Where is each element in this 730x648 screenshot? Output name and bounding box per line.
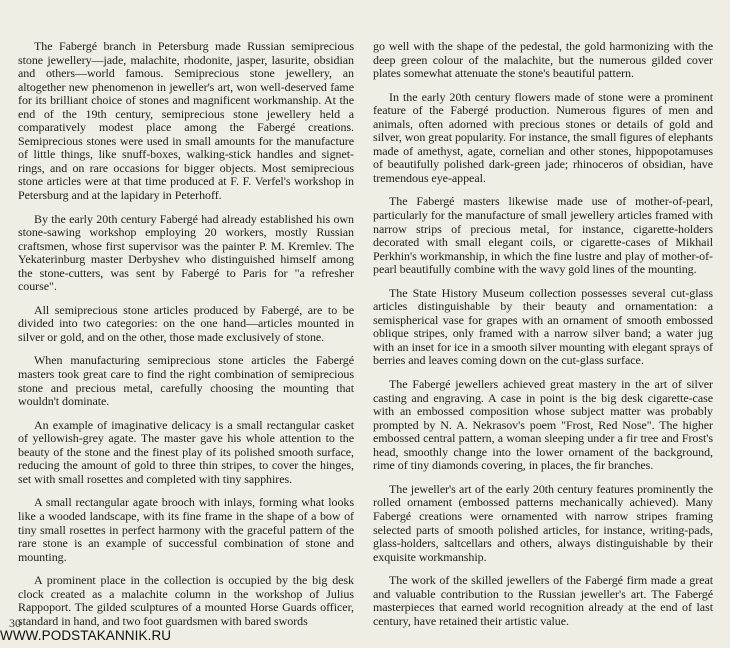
paragraph-continued: go well with the shape of the pedestal, the gold harmonizing with the deep green colour of the malachite, but the numerous gilded cover plates somewhat attenuate the stone's beautiful pattern. bbox=[373, 39, 713, 81]
paragraph: A prominent place in the collection is occupied by the big desk clock created as a malachite column in the workshop of Julius Rappoport. The gilded sculptures of a mounted Horse Guards officer, standard in hand, and two foot guardsmen with bared swords bbox=[18, 573, 354, 628]
paragraph: The Fabergé jewellers achieved great mastery in the art of silver casting and engraving. A case in point is the big desk cigarette-case with an embossed composition whose subject matter was probably prompted by N. A. Nekrasov's poem "Frost, Red Nose". The higher embossed central pattern, a woman sleeping under a fir tree and Frost's head, smoothly change into the lower ornament of the background, rime of tiny diamonds covering, in places, the fir branches. bbox=[373, 377, 713, 473]
paragraph: A small rectangular agate brooch with inlays, forming what looks like a wooded landscape, with its fine frame in the shape of a bow of tiny small rosettes in perfect harmony with the graceful pattern of the rare stone is an example of successful combination of stone and mounting. bbox=[18, 495, 354, 564]
paragraph: An example of imaginative delicacy is a small rectangular casket of yellowish-grey agate. The master gave his whole attention to the beauty of the stone and the finest play of its polished smooth surface, reducing the amount of gold to three thin stripes, to cover the hinges, set with small rosettes and completed with tiny sapphires. bbox=[18, 417, 354, 486]
paragraph: The jeweller's art of the early 20th century features prominently the rolled ornament (embossed patterns mechanically achieved). Many Fabergé creations were ornamented with narrow stripes framing selected parts of smooth polished articles, for instance, writing-pads, glass-holders, saltcellars and others, always distinguishable by their exquisite workmanship. bbox=[373, 481, 713, 564]
paragraph: All semiprecious stone articles produced by Fabergé, are to be divided into two categories: on the one hand—articles mounted in silver or gold, and on the other, those made exclusively of stone. bbox=[18, 302, 354, 344]
paragraph: The work of the skilled jewellers of the Fabergé firm made a great and valuable contribution to the Russian jeweller's art. The Fabergé masterpieces that earned world recognition already at the end of last century, have retained their artistic value. bbox=[373, 573, 713, 628]
paragraph: The Fabergé branch in Petersburg made Russian semiprecious stone jewellery—jade, malachite, rhodonite, jasper, lasurite, obsidian and others—world famous. Semiprecious stone jewellery, an altogether new phenomenon in jeweller's art, won well-deserved fame for its brilliant choice of stones and magnificent workmanship. At the end of the 19th century, semiprecious stone jewellery held a comparatively modest place among the Fabergé creations. Semiprecious stones were used in small amounts for the manufacture of little things, like snuff-boxes, walking-stick handles and signet-rings, and on rare occasions for bigger objects. Most semiprecious stone articles were at that time produced at F. F. Verfel's workshop in Petersburg and at the lapidary in Peterhoff. bbox=[18, 39, 354, 203]
page-number: 30 bbox=[9, 616, 21, 630]
paragraph: The Fabergé masters likewise made use of mother-of-pearl, particularly for the manufacture of small jewellery articles framed with narrow strips of precious metal, for instance, cigarette-holders decorated with small elegant coils, or cigarette-cases of Mikhail Perkhin's workmanship, in which the fine lustre and play of mother-of-pearl beautifully combine with the wavy gold lines of the mounting. bbox=[373, 194, 713, 277]
paragraph: In the early 20th century flowers made of stone were a prominent feature of the Fabergé production. Numerous figures of men and animals, often adorned with precious stones or details of gold and silver, won great popularity. For instance, the small figures of elephants made of amethyst, agate, cornelian and other stones, hippopotamuses of beautifully polished dark-green jade; rhinoceros of obsidian, have tremendous eye-appeal. bbox=[373, 89, 713, 185]
right-column bbox=[373, 39, 713, 638]
left-column bbox=[18, 40, 354, 638]
paragraph: By the early 20th century Fabergé had already established his own stone-sawing workshop employing 20 workers, mostly Russian craftsmen, whose first supervisor was the painter P. M. Kremlev. The Yekaterinburg master Derbyshev who distinguished himself among the stone-cutters, was sent by Fabergé to Paris for "a refresher course". bbox=[18, 211, 354, 294]
watermark: WWW.PODSTAKANNIK.RU bbox=[0, 628, 172, 643]
paragraph: The State History Museum collection possesses several cut-glass articles distinguishable by their beauty and ornamentation: a semispherical vase for grapes with an ornament of smooth embossed oblique stripes, only framed with a narrow silver band; a water jug with an inset for ice in a smooth silver mounting with elegant sprays of berries and leaves coming down on the cut-glass surface. bbox=[373, 285, 713, 368]
paragraph: When manufacturing semiprecious stone articles the Fabergé masters took great care to find the right combination of semiprecious stone and precious metal, carefully choosing the mounting that wouldn't dominate. bbox=[18, 353, 354, 409]
